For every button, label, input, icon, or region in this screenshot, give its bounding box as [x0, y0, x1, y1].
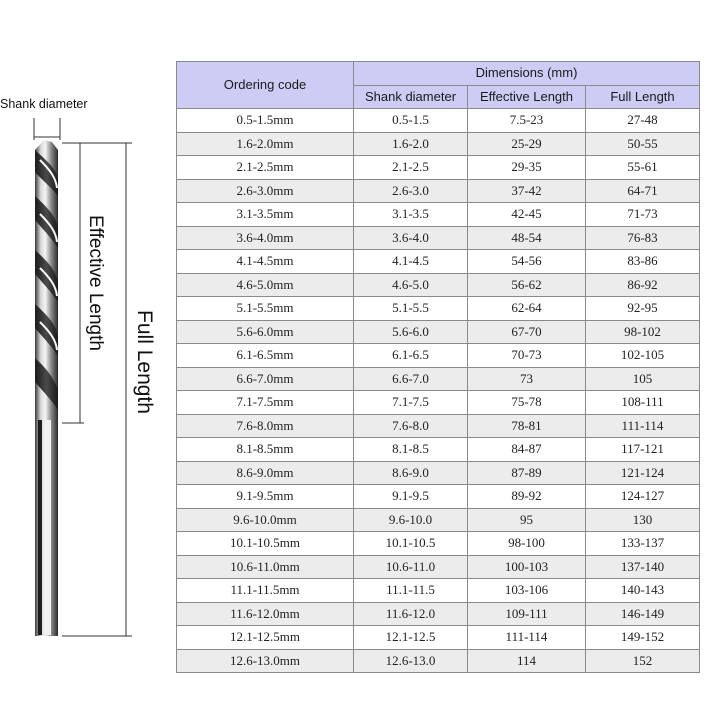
table-row — [177, 367, 700, 391]
table-row — [177, 649, 700, 673]
table-row — [177, 438, 700, 462]
full-length-cell: 86-92 — [586, 273, 700, 297]
effective-length-cell: 87-89 — [468, 461, 586, 485]
ordering-code-cell: 5.6-6.0mm — [177, 320, 354, 344]
table-row — [177, 555, 700, 579]
ordering-code-cell: 7.6-8.0mm — [177, 414, 354, 438]
effective-length-cell: 114 — [468, 649, 586, 673]
table-row — [177, 626, 700, 650]
ordering-code-cell: 8.6-9.0mm — [177, 461, 354, 485]
shank-diameter-cell: 10.1-10.5 — [354, 532, 468, 556]
effective-length-cell: 73 — [468, 367, 586, 391]
table-row — [177, 602, 700, 626]
ordering-code-cell: 8.1-8.5mm — [177, 438, 354, 462]
full-length-cell: 55-61 — [586, 156, 700, 180]
effective-length-cell: 111-114 — [468, 626, 586, 650]
drill-bit-body — [35, 140, 58, 636]
ordering-code-cell: 3.6-4.0mm — [177, 226, 354, 250]
effective-length-cell: 37-42 — [468, 179, 586, 203]
full-length-cell: 27-48 — [586, 109, 700, 133]
table-row — [177, 273, 700, 297]
shank-diameter-cell: 0.5-1.5 — [354, 109, 468, 133]
table-row — [177, 532, 700, 556]
ordering-code-cell: 5.1-5.5mm — [177, 297, 354, 321]
ordering-code-cell: 12.6-13.0mm — [177, 649, 354, 673]
ordering-code-cell: 11.6-12.0mm — [177, 602, 354, 626]
drill-bit-diagram — [0, 0, 170, 720]
ordering-code-cell: 11.1-11.5mm — [177, 579, 354, 603]
effective-length-cell: 48-54 — [468, 226, 586, 250]
table-body — [177, 109, 700, 673]
full-length-cell: 146-149 — [586, 602, 700, 626]
shank-diameter-cell: 9.6-10.0 — [354, 508, 468, 532]
shank-diameter-cell: 5.6-6.0 — [354, 320, 468, 344]
ordering-code-cell: 6.1-6.5mm — [177, 344, 354, 368]
full-length-cell: 124-127 — [586, 485, 700, 509]
shank-diameter-cell: 6.6-7.0 — [354, 367, 468, 391]
full-length-cell: 117-121 — [586, 438, 700, 462]
shank-diameter-dimension — [34, 118, 60, 140]
shank-diameter-cell: 7.1-7.5 — [354, 391, 468, 415]
full-length-cell: 140-143 — [586, 579, 700, 603]
effective-length-cell: 84-87 — [468, 438, 586, 462]
ordering-code-cell: 0.5-1.5mm — [177, 109, 354, 133]
effective-length-header: Effective Length — [468, 85, 586, 109]
table-row — [177, 203, 700, 227]
effective-length-label: Effective Length — [85, 215, 106, 351]
table-row — [177, 156, 700, 180]
effective-length-cell: 78-81 — [468, 414, 586, 438]
full-length-cell: 102-105 — [586, 344, 700, 368]
shank-diameter-cell: 4.1-4.5 — [354, 250, 468, 274]
drill-spec-table — [176, 61, 700, 673]
table-row — [177, 250, 700, 274]
ordering-code-cell: 2.1-2.5mm — [177, 156, 354, 180]
table-row — [177, 461, 700, 485]
shank-diameter-cell: 2.6-3.0 — [354, 179, 468, 203]
ordering-code-cell: 2.6-3.0mm — [177, 179, 354, 203]
full-length-cell: 130 — [586, 508, 700, 532]
ordering-code-cell: 1.6-2.0mm — [177, 132, 354, 156]
shank-diameter-cell: 12.6-13.0 — [354, 649, 468, 673]
full-length-cell: 121-124 — [586, 461, 700, 485]
full-length-cell: 98-102 — [586, 320, 700, 344]
effective-length-cell: 54-56 — [468, 250, 586, 274]
table-row — [177, 391, 700, 415]
effective-length-cell: 29-35 — [468, 156, 586, 180]
full-length-cell: 137-140 — [586, 555, 700, 579]
shank-diameter-cell: 2.1-2.5 — [354, 156, 468, 180]
effective-length-cell: 7.5-23 — [468, 109, 586, 133]
effective-length-cell: 67-70 — [468, 320, 586, 344]
effective-length-cell: 42-45 — [468, 203, 586, 227]
shank-diameter-cell: 3.1-3.5 — [354, 203, 468, 227]
effective-length-dimension — [62, 143, 84, 423]
table-row — [177, 109, 700, 133]
shank-diameter-cell: 4.6-5.0 — [354, 273, 468, 297]
table-header — [177, 62, 700, 109]
ordering-code-cell: 6.6-7.0mm — [177, 367, 354, 391]
ordering-code-cell: 7.1-7.5mm — [177, 391, 354, 415]
shank-diameter-cell: 8.1-8.5 — [354, 438, 468, 462]
effective-length-cell: 109-111 — [468, 602, 586, 626]
shank-diameter-cell: 6.1-6.5 — [354, 344, 468, 368]
table-row — [177, 508, 700, 532]
effective-length-cell: 75-78 — [468, 391, 586, 415]
effective-length-cell: 56-62 — [468, 273, 586, 297]
shank-diameter-label: Shank diameter — [0, 97, 88, 111]
shank-diameter-cell: 8.6-9.0 — [354, 461, 468, 485]
full-length-cell: 50-55 — [586, 132, 700, 156]
full-length-cell: 64-71 — [586, 179, 700, 203]
table-row — [177, 344, 700, 368]
table-row — [177, 579, 700, 603]
full-length-cell: 105 — [586, 367, 700, 391]
ordering-code-cell: 4.6-5.0mm — [177, 273, 354, 297]
full-length-cell: 92-95 — [586, 297, 700, 321]
shank-diameter-header: Shank diameter — [354, 85, 468, 109]
effective-length-cell: 100-103 — [468, 555, 586, 579]
full-length-label: Full Length — [133, 310, 156, 414]
table-row — [177, 226, 700, 250]
effective-length-cell: 98-100 — [468, 532, 586, 556]
full-length-header: Full Length — [586, 85, 700, 109]
shank-diameter-cell: 12.1-12.5 — [354, 626, 468, 650]
shank-diameter-cell: 11.6-12.0 — [354, 602, 468, 626]
full-length-cell: 111-114 — [586, 414, 700, 438]
effective-length-cell: 103-106 — [468, 579, 586, 603]
table-row — [177, 179, 700, 203]
full-length-cell: 83-86 — [586, 250, 700, 274]
ordering-code-cell: 3.1-3.5mm — [177, 203, 354, 227]
full-length-cell: 71-73 — [586, 203, 700, 227]
full-length-cell: 149-152 — [586, 626, 700, 650]
ordering-code-cell: 10.1-10.5mm — [177, 532, 354, 556]
shank-diameter-cell: 1.6-2.0 — [354, 132, 468, 156]
shank-diameter-cell: 7.6-8.0 — [354, 414, 468, 438]
full-length-cell: 133-137 — [586, 532, 700, 556]
shank-diameter-cell: 9.1-9.5 — [354, 485, 468, 509]
effective-length-cell: 25-29 — [468, 132, 586, 156]
table-row — [177, 320, 700, 344]
shank-diameter-cell: 11.1-11.5 — [354, 579, 468, 603]
ordering-code-cell: 9.6-10.0mm — [177, 508, 354, 532]
shank-diameter-cell: 5.1-5.5 — [354, 297, 468, 321]
ordering-code-cell: 9.1-9.5mm — [177, 485, 354, 509]
effective-length-cell: 62-64 — [468, 297, 586, 321]
shank-diameter-cell: 3.6-4.0 — [354, 226, 468, 250]
effective-length-cell: 70-73 — [468, 344, 586, 368]
ordering-code-cell: 10.6-11.0mm — [177, 555, 354, 579]
ordering-code-cell: 4.1-4.5mm — [177, 250, 354, 274]
full-length-cell: 152 — [586, 649, 700, 673]
table-row — [177, 297, 700, 321]
dimensions-header: Dimensions (mm) — [354, 62, 700, 86]
table-row — [177, 414, 700, 438]
table-row — [177, 132, 700, 156]
ordering-code-cell: 12.1-12.5mm — [177, 626, 354, 650]
full-length-cell: 108-111 — [586, 391, 700, 415]
table-row — [177, 485, 700, 509]
ordering-code-header: Ordering code — [177, 62, 354, 109]
effective-length-cell: 89-92 — [468, 485, 586, 509]
shank-diameter-cell: 10.6-11.0 — [354, 555, 468, 579]
full-length-cell: 76-83 — [586, 226, 700, 250]
effective-length-cell: 95 — [468, 508, 586, 532]
